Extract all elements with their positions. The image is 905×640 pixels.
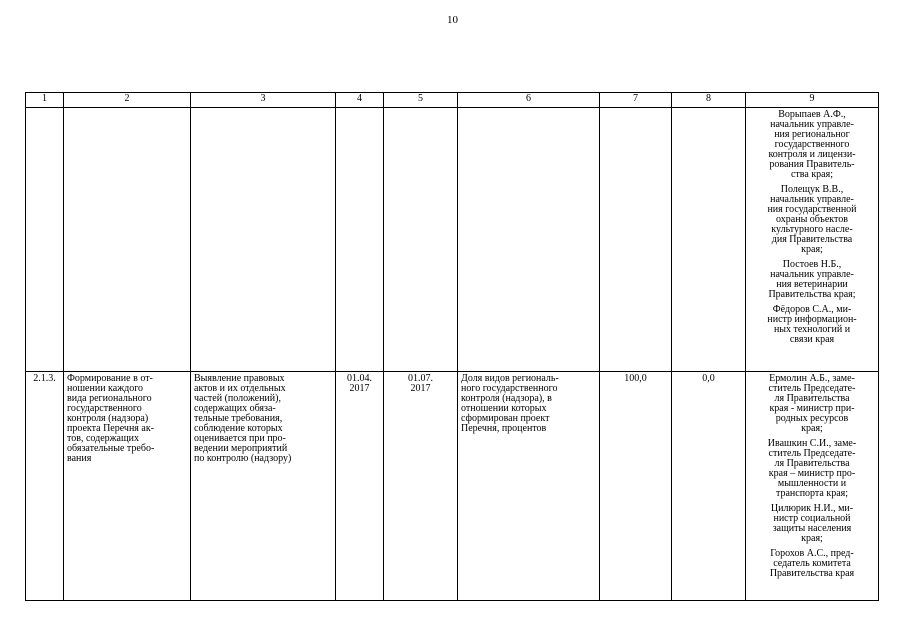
column-header: 8 [672, 93, 746, 108]
responsible-person: Ивашкин С.И., заме- ститель Председате- ля Правительства края – министр про- мышленности и транспорта края; [767, 438, 857, 499]
responsible-person: Горохов А.С., пред- седатель комитета Правительства края [769, 548, 855, 579]
cell-indicator [458, 108, 600, 372]
column-header: 2 [64, 93, 191, 108]
cell-base-value [672, 108, 746, 372]
cell-base-value: 0,0 [672, 372, 746, 601]
cell-num: 2.1.3. [26, 372, 64, 601]
column-header: 7 [600, 93, 672, 108]
responsible-person: Цилюрик Н.И., ми- нистр социальной защиты населения края; [770, 503, 854, 544]
table-row [26, 372, 879, 601]
cell-plan-value: 100,0 [600, 372, 672, 601]
cell-end-date: 01.07. 2017 [384, 372, 458, 601]
column-header: 9 [746, 93, 879, 108]
cell-plan-value [600, 108, 672, 372]
responsible-person: Фёдоров С.А., ми- нистр информацион- ных технологий и связи края [767, 304, 857, 345]
cell-responsible [746, 108, 879, 372]
header-row [26, 93, 879, 108]
plan-table [25, 92, 879, 601]
page-number: 10 [447, 14, 458, 26]
cell-num [26, 108, 64, 372]
cell-activity [64, 108, 191, 372]
cell-activity: Формирование в от- ношении каждого вида регионального государственного контроля (надзора) проекта Перечня ак- тов, содержащих обязательные требо- вания [64, 372, 191, 601]
responsible-person: Ворыпаев А.Ф., начальник управле- ния региональног государственного контроля и лицензи- рования Правитель- ства края; [768, 109, 856, 180]
cell-indicator: Доля видов региональ- ного государственного контроля (надзора), в отношении которых сформирован проект Перечня, процентов [458, 372, 600, 601]
cell-content [191, 108, 336, 372]
responsible-person: Постоев Н.Б., начальник управле- ния ветеринарии Правительства края; [768, 259, 856, 300]
column-header: 6 [458, 93, 600, 108]
column-header: 3 [191, 93, 336, 108]
responsible-person: Ермолин А.Б., заме- ститель Председате- ля Правительства края - министр при- родных ресурсов края; [768, 373, 856, 434]
column-header: 4 [336, 93, 384, 108]
responsible-person: Полещук В.В., начальник управле- ния государственной охраны объектов культурного насле- дия Правительства края; [767, 184, 857, 255]
cell-start-date: 01.04. 2017 [336, 372, 384, 601]
column-header: 1 [26, 93, 64, 108]
column-header: 5 [384, 93, 458, 108]
cell-start-date [336, 108, 384, 372]
cell-responsible [746, 372, 879, 601]
cell-end-date [384, 108, 458, 372]
cell-content: Выявление правовых актов и их отдельных частей (положений), содержащих обяза- тельные требования, соблюдение которых оценивается при про- ведении мероприятий по контролю (надзору) [191, 372, 336, 601]
table-row [26, 108, 879, 372]
